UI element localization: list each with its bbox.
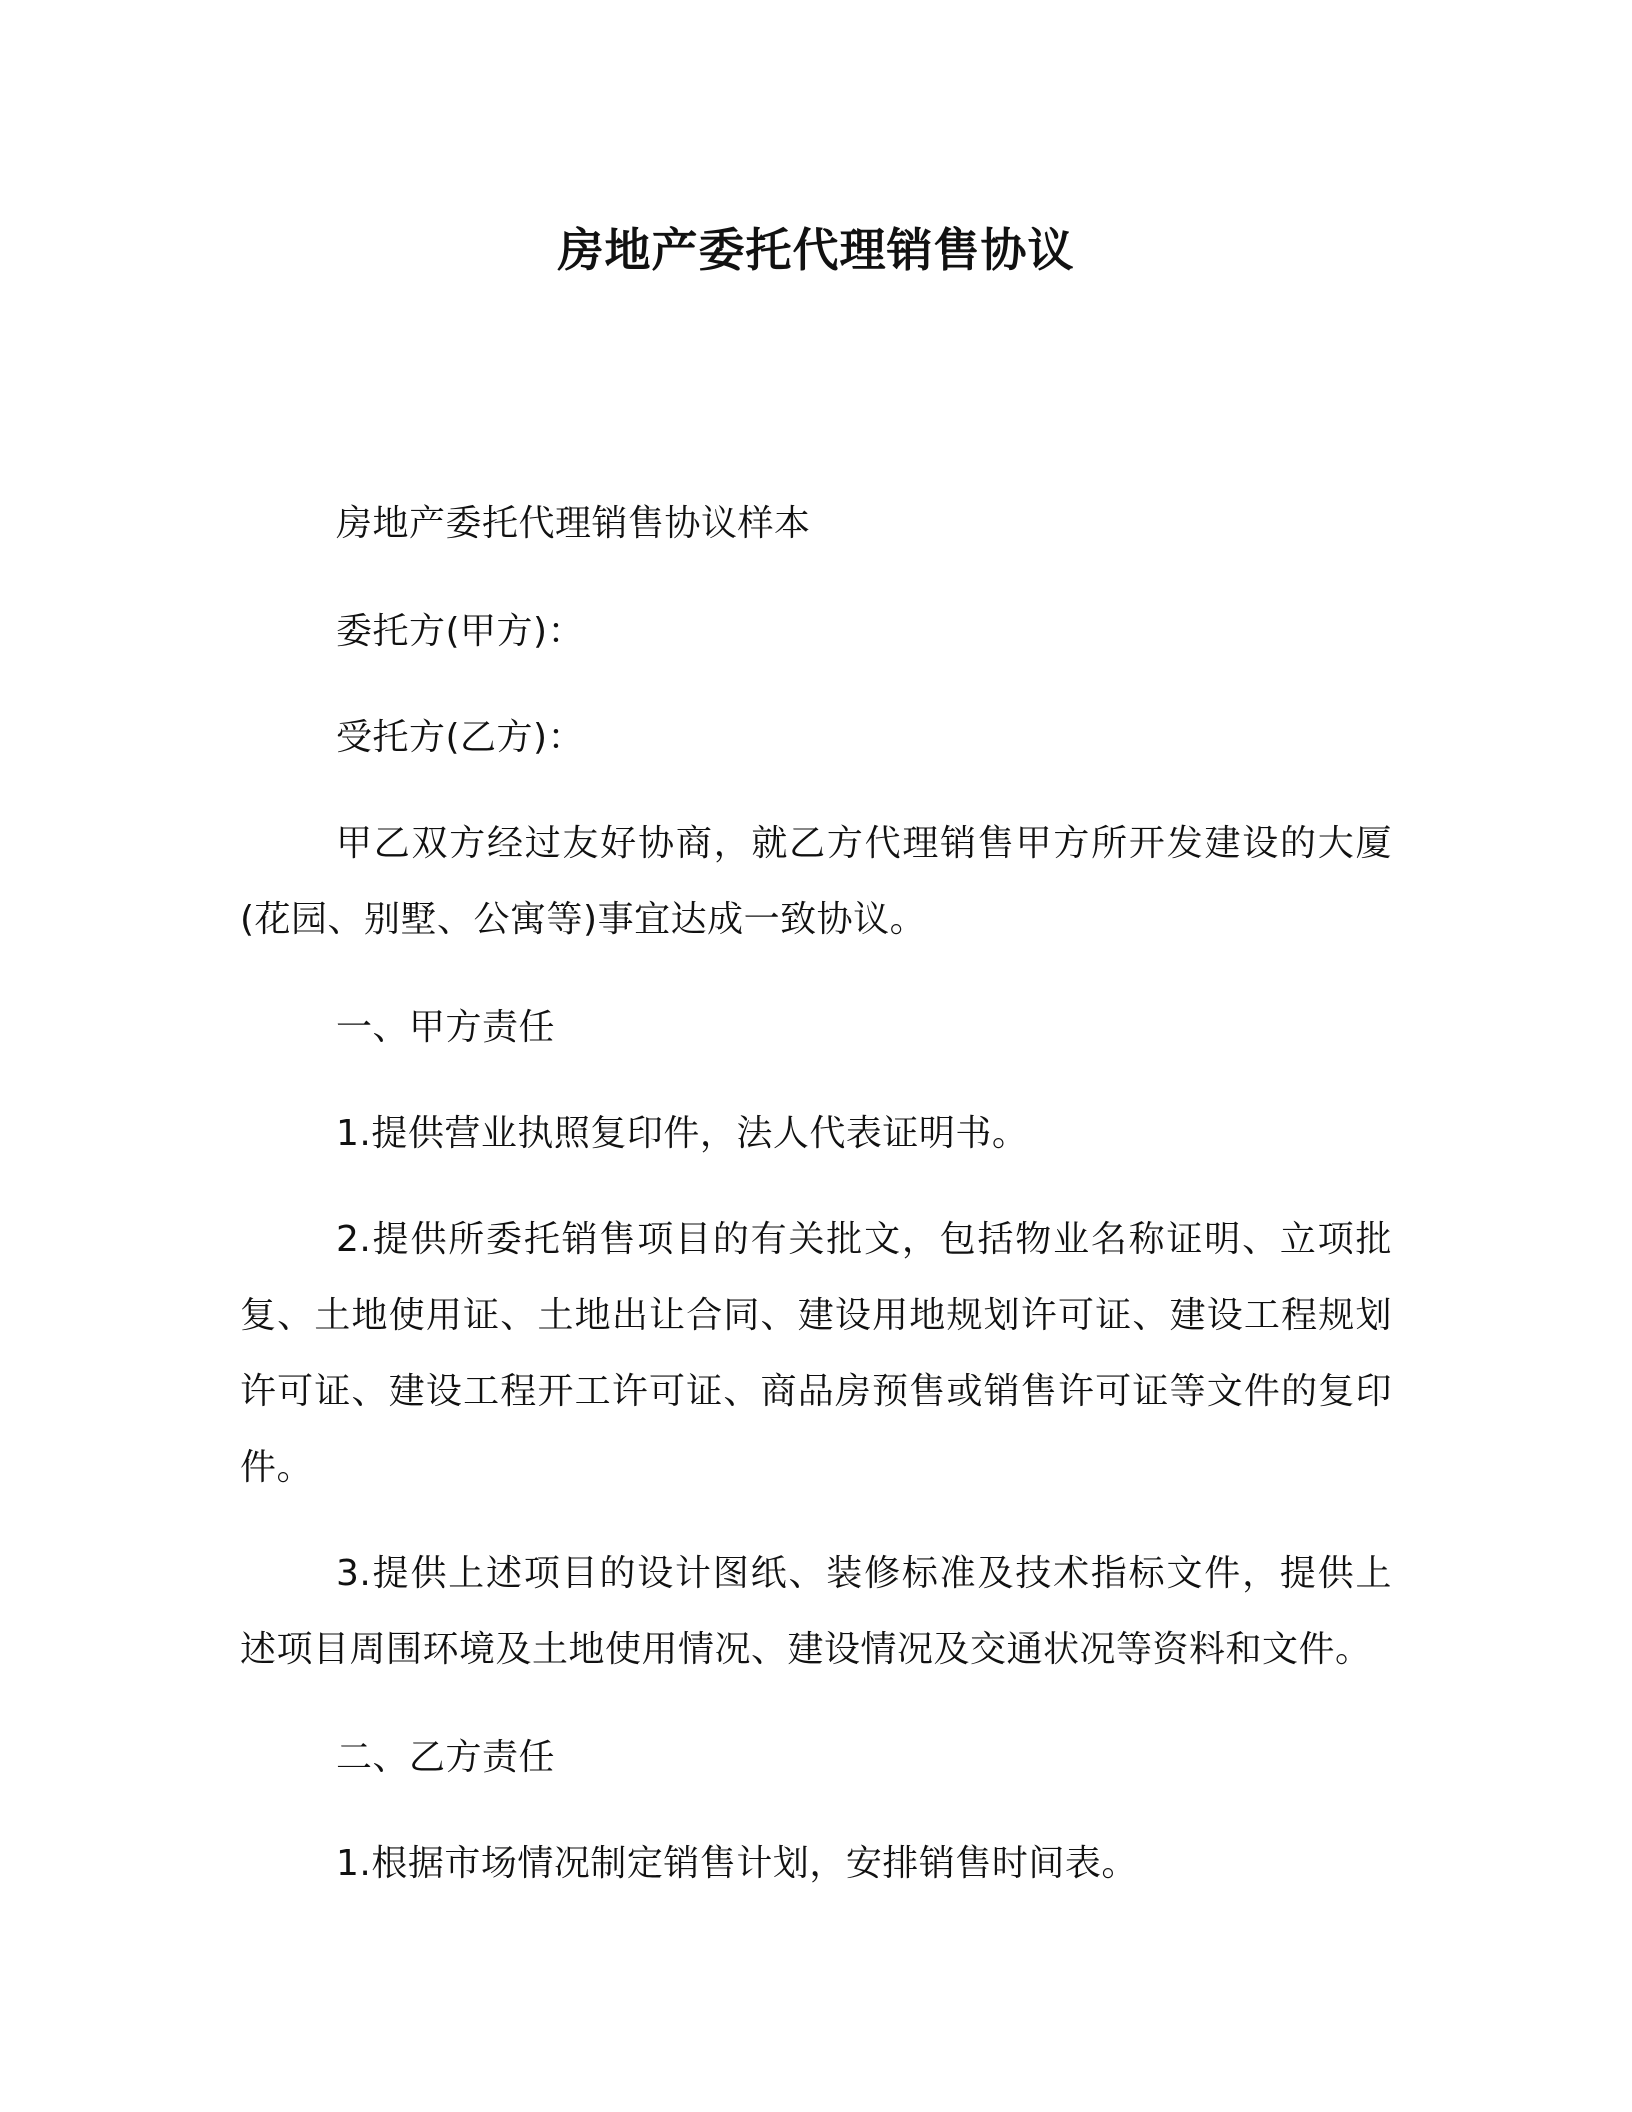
section-heading-party-b-duties: 二、乙方责任 <box>336 1737 556 1778</box>
paragraph-agreement-intro: 甲乙双方经过友好协商，就乙方代理销售甲方所开发建设的大厦(花园、别墅、公寓等)事宜达成一致协议。 <box>240 823 1392 940</box>
paragraph-party-a: 委托方(甲方)： <box>336 611 585 652</box>
paragraph-sample-heading: 房地产委托代理销售协议样本 <box>336 503 811 544</box>
document-title: 房地产委托代理销售协议 <box>557 223 1075 277</box>
section-heading-party-a-duties: 一、甲方责任 <box>336 1007 556 1048</box>
clause-a-1: 1.提供营业执照复印件，法人代表证明书。 <box>336 1113 1029 1154</box>
paragraph-party-b: 受托方(乙方)： <box>336 717 585 758</box>
clause-b-1: 1.根据市场情况制定销售计划，安排销售时间表。 <box>336 1843 1138 1884</box>
clause-a-3: 3.提供上述项目的设计图纸、装修标准及技术指标文件，提供上述项目周围环境及土地使用情况、建设情况及交通状况等资料和文件。 <box>240 1553 1392 1670</box>
clause-a-2: 2.提供所委托销售项目的有关批文，包括物业名称证明、立项批复、土地使用证、土地出让合同、建设用地规划许可证、建设工程规划许可证、建设工程开工许可证、商品房预售或销售许可证等文件的复印件。 <box>240 1219 1392 1488</box>
